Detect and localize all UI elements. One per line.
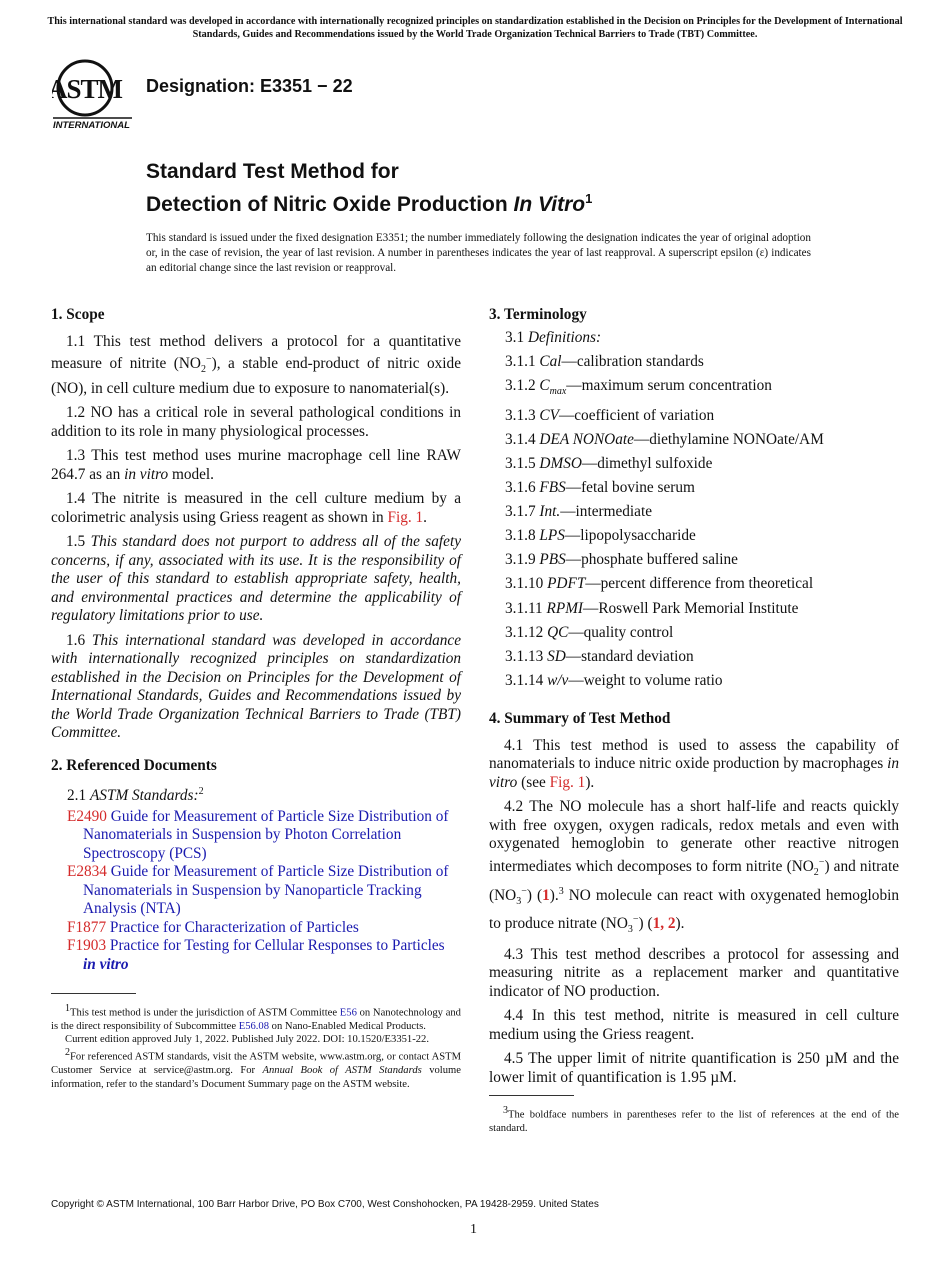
footnotes-left xyxy=(51,1002,461,1091)
footnote-divider xyxy=(51,993,136,994)
paragraph: 1.6 This international standard was developed in accordance with internationally recognized principles on standardization established in the Decision on Principles for the Development of International Standards, Guides and Recommendations issued by the World Trade Organization Technical Barriers to Trade (TBT) Committee. xyxy=(51,631,461,742)
footnote: $^2$For referenced ASTM standards, visit the ASTM website, www.astm.org, or contact ASTM Customer Service at service@astm.org. For Annual Book of ASTM Standards volume information, refer to the standard’s Document Summary page on the ASTM website. xyxy=(51,1047,461,1090)
paragraph: 1.4 The nitrite is measured in the cell culture medium by a colorimetric analysis using Griess reagent as shown in Fig. 1. xyxy=(51,490,461,526)
definition-item: 3.1.8 LPS—lipopolysaccharide xyxy=(505,527,696,545)
reference-item xyxy=(67,808,461,864)
top-note: This international standard was developed in accordance with internationally recognized principles on standardization established in the Decision on Principles for the Development of International Standards, Guides and Recommendations issued by the World Trade Organization Technical Barriers to Trade (TBT) Committee. xyxy=(47,16,903,40)
definition-item: 3.1.1 Cal—calibration standards xyxy=(505,352,704,370)
ref-code-link[interactable]: F1877 xyxy=(67,918,107,936)
definitions-list xyxy=(489,329,899,691)
footnote: $^1$This test method is under the jurisdiction of ASTM Committee E56 on Nanotechnology and is the direct responsibility of Subcommittee E56.08 on Nano-Enabled Medical Products. xyxy=(51,1003,461,1032)
intro-note: This standard is issued under the fixed designation E3351; the number immediately following the designation indicates the year of original adoption or, in the case of revision, the year of last revision. A number in parentheses indicates the year of last reapproval. A superscript epsilon (ε) indicates an editorial change since the last revision or reapproval. xyxy=(146,232,811,275)
paragraph: 1.1 This test method delivers a protocol for a quantitative measure of nitrite $(NO_2^-)$, a stable end-product of nitric oxide (NO), in cell culture medium due to exposure to nanomaterial(s). xyxy=(51,332,461,397)
ref-title-link[interactable]: Practice for Characterization of Particles xyxy=(106,918,359,936)
paragraph: 4.3 This test method describes a protocol for assessing and measuring nitrite as a replacement marker and quantitative indicator of NO production. xyxy=(489,945,899,1000)
ref-title-link[interactable]: Guide for Measurement of Particle Size Distribution of Nanomaterials in Suspension by Nanoparticle Tracking Analysis (NTA) xyxy=(83,863,449,918)
footnote: Current edition approved July 1, 2022. Published July 2022. DOI: 10.1520/E3351-22. xyxy=(65,1034,429,1046)
definition-item: 3.1.9 PBS—phosphate buffered saline xyxy=(505,551,738,569)
page-number: 1 xyxy=(470,1222,477,1237)
definition-item: 3.1.10 PDFT—percent difference from theoretical xyxy=(505,575,814,593)
committee-link[interactable]: E56 xyxy=(339,1007,357,1019)
reference-item xyxy=(67,863,461,919)
footnote-right xyxy=(489,1104,899,1135)
definition-item: 3.1.4 DEA NONOate—diethylamine NONOate/AM xyxy=(505,430,824,448)
left-column xyxy=(51,306,461,974)
definition-item: 3.1.2 $C_{max}—maximum$ serum concentration xyxy=(505,376,772,397)
reference-item xyxy=(67,937,461,974)
paragraph: 4.2 The NO molecule has a short half-life and reacts quickly with free oxygen, oxygen radicals, redox metals and even with oxygenated hemoglobin to generate other reactive nitrogen intermediates which decomposes to form nitrite $(NO_2^-)$ and nitrate $(NO_3^-)$ (1).$^3$ NO molecule can react with oxygenated hemoglobin to produce nitrate $(NO_3^-)$ (1, 2). xyxy=(489,798,900,936)
paragraph: 1.2 NO has a critical role in several pathological conditions in addition to its role in many physiological processes. xyxy=(51,404,461,440)
right-column xyxy=(489,306,899,1093)
page-title xyxy=(146,158,592,218)
title-line-2: Detection of Nitric Oxide Production In Vitro$^1$ xyxy=(146,191,593,216)
section-heading: 2. Referenced Documents xyxy=(51,756,217,774)
subsection: 2.1 ASTM Standards:$^2$ xyxy=(67,786,204,805)
paragraph: 4.5 The upper limit of nitrite quantification is 250 µM and the lower limit of quantification is 1.95 µM. xyxy=(489,1050,899,1086)
paragraph: 1.3 This test method uses murine macrophage cell line RAW 264.7 as an in vitro model. xyxy=(51,447,461,483)
svg-text:INTERNATIONAL: INTERNATIONAL xyxy=(53,120,130,131)
paragraph: 4.1 This test method is used to assess the capability of nanomaterials to induce nitric oxide production by macrophages in vitro (see Fig. 1). xyxy=(489,736,899,791)
copyright-footer: Copyright © ASTM International, 100 Barr Harbor Drive, PO Box C700, West Conshohocken, PA 19428-2959. United States xyxy=(51,1199,599,1210)
designation: Designation: E3351 − 22 xyxy=(146,76,353,96)
footnote: $^3$The boldface numbers in parentheses refer to the list of references at the end of the standard. xyxy=(489,1105,899,1134)
definition-item: 3.1.13 SD—standard deviation xyxy=(505,647,694,665)
ref-title-link[interactable]: Practice for Testing for Cellular Responses to Particles in vitro xyxy=(83,937,445,973)
paragraph: 4.4 In this test method, nitrite is measured in cell culture medium using the Griess reagent. xyxy=(489,1007,899,1043)
reference-item xyxy=(67,919,461,938)
ref-title-link[interactable]: Guide for Measurement of Particle Size Distribution of Nanomaterials in Suspension by Photon Correlation Spectroscopy (PCS) xyxy=(83,807,449,862)
section-heading: 4. Summary of Test Method xyxy=(489,710,671,728)
section-heading: 3. Terminology xyxy=(489,306,587,323)
definition-item: 3.1.7 Int.—intermediate xyxy=(505,503,652,521)
ref-code-link[interactable]: E2834 xyxy=(67,863,107,881)
citation-link[interactable]: 1, 2 xyxy=(652,915,676,933)
footnote-divider xyxy=(489,1095,574,1096)
definition-item: 3.1.12 QC—quality control xyxy=(505,623,674,641)
definition-item: 3.1.11 RPMI—Roswell Park Memorial Institute xyxy=(505,599,799,617)
ref-code-link[interactable]: E2490 xyxy=(67,807,107,825)
svg-text:ASTM: ASTM xyxy=(52,74,123,104)
title-line-1: Standard Test Method for xyxy=(146,160,399,183)
subsection: 3.1 Definitions: xyxy=(505,328,602,346)
subcommittee-link[interactable]: E56.08 xyxy=(238,1020,270,1032)
paragraph: 1.5 This standard does not purport to address all of the safety concerns, if any, associated with its use. It is the responsibility of the user of this standard to establish appropriate safety, health, and environmental practices and determine the applicability of regulatory limitations prior to use. xyxy=(51,533,461,625)
astm-logo xyxy=(52,58,134,132)
fig-link[interactable]: Fig. 1 xyxy=(387,508,424,526)
definition-item: 3.1.6 FBS—fetal bovine serum xyxy=(505,479,695,497)
definition-item: 3.1.5 DMSO—dimethyl sulfoxide xyxy=(505,455,713,473)
definition-item: 3.1.14 w/v—weight to volume ratio xyxy=(505,671,723,689)
definition-item: 3.1.3 CV—coefficient of variation xyxy=(505,406,715,424)
section-heading: 1. Scope xyxy=(51,306,105,323)
citation-link[interactable]: 1 xyxy=(542,886,550,904)
fig-link[interactable]: Fig. 1 xyxy=(549,773,586,791)
ref-code-link[interactable]: F1903 xyxy=(67,937,107,955)
